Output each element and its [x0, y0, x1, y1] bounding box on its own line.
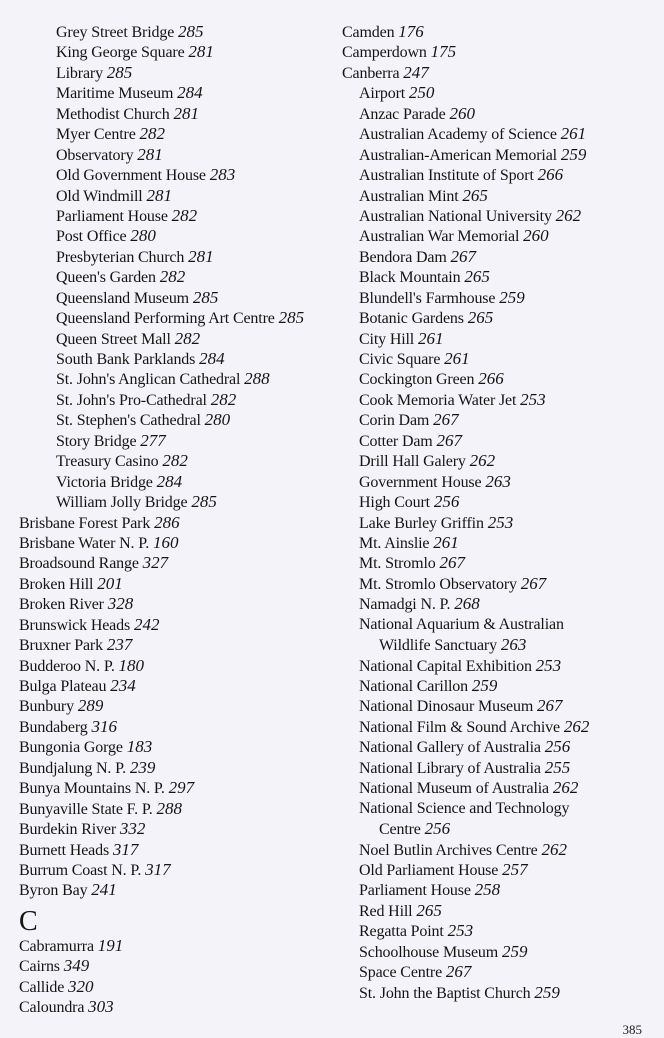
index-entry	[342, 737, 642, 757]
entry-page: 253	[487, 512, 514, 532]
entry-page: 265	[467, 308, 494, 328]
entry-term: Cotter Dam	[359, 432, 433, 450]
entry-page: 267	[439, 553, 465, 573]
entry-term: National Gallery of Australia	[359, 739, 541, 757]
entry-term: Broken River	[19, 596, 104, 614]
entry-term: Centre	[379, 821, 421, 839]
index-entry	[19, 369, 319, 389]
index-entry	[342, 962, 642, 982]
entry-term: King George Square	[56, 44, 185, 62]
index-entry	[19, 880, 319, 900]
entry-page: 284	[156, 471, 183, 491]
index-entry	[19, 226, 319, 246]
entry-page: 267	[436, 430, 462, 450]
entry-term: Grey Street Bridge	[56, 24, 175, 41]
entry-term: St. John the Baptist Church	[359, 984, 531, 1002]
entry-term: Parliament House	[56, 207, 168, 225]
entry-term: Australian Institute of Sport	[359, 167, 534, 185]
index-column-right	[342, 22, 642, 1003]
index-entry	[342, 819, 642, 839]
entry-page: 277	[140, 430, 166, 450]
entry-page: 266	[537, 165, 564, 185]
index-entry	[19, 267, 319, 287]
index-entry	[342, 574, 642, 594]
index-entry	[342, 758, 642, 778]
entry-term: Byron Bay	[19, 882, 88, 900]
index-entry	[342, 594, 642, 614]
index-entry	[342, 492, 642, 512]
index-entry	[19, 977, 319, 997]
entry-term: Anzac Parade	[359, 105, 446, 123]
index-entry	[342, 840, 642, 860]
entry-page: 288	[244, 369, 270, 389]
index-entry	[19, 656, 319, 676]
entry-page: 285	[278, 308, 305, 328]
entry-term: Cook Memoria Water Jet	[359, 391, 517, 409]
index-entry	[19, 431, 319, 451]
entry-page: 260	[523, 226, 549, 246]
index-entry	[19, 840, 319, 860]
entry-page: 259	[501, 941, 528, 961]
entry-page: 263	[485, 471, 511, 491]
index-entry	[342, 267, 642, 287]
index-entry	[342, 431, 642, 451]
index-entry	[342, 921, 642, 941]
entry-page: 282	[162, 451, 188, 471]
index-entry	[342, 901, 642, 921]
entry-term: Australian Academy of Science	[359, 126, 557, 144]
entry-term: Mt. Stromlo	[359, 555, 436, 573]
entry-term: Presbyterian Church	[56, 248, 185, 266]
entry-term: Noel Butlin Archives Centre	[359, 841, 538, 859]
entry-term: Methodist Church	[56, 105, 170, 123]
entry-term: Government House	[359, 473, 482, 491]
entry-term: Australian-American Memorial	[359, 146, 557, 164]
entry-page: 283	[209, 165, 236, 185]
entry-page: 256	[544, 737, 571, 757]
entry-term: National Dinosaur Museum	[359, 698, 534, 716]
entry-term: Bundaberg	[19, 718, 88, 736]
entry-page: 282	[159, 267, 186, 287]
entry-term: Brisbane Water N. P.	[19, 534, 150, 552]
entry-term: Bunyaville State F. P.	[19, 800, 153, 818]
entry-page: 284	[177, 83, 203, 103]
entry-term: Burrum Coast N. P.	[19, 861, 142, 879]
entry-page: 288	[156, 798, 183, 818]
entry-page: 247	[403, 62, 429, 82]
index-entry	[19, 42, 319, 62]
entry-page: 349	[63, 956, 90, 976]
entry-term: St. Stephen's Cathedral	[56, 412, 201, 430]
index-entry	[19, 329, 319, 349]
index-entry	[342, 104, 642, 124]
entry-term: Post Office	[56, 228, 127, 246]
entry-term: Red Hill	[359, 902, 413, 920]
entry-page: 234	[110, 676, 136, 695]
entry-page: 256	[424, 819, 451, 839]
index-entry	[342, 226, 642, 246]
index-entry	[342, 42, 642, 62]
section-letter: C	[19, 905, 38, 937]
index-entry	[342, 799, 642, 819]
entry-term: National Aquarium & Australian	[359, 615, 564, 633]
entry-term: Bunya Mountains N. P.	[19, 780, 165, 798]
entry-term: Lake Burley Griffin	[359, 514, 484, 532]
entry-term: St. John's Anglican Cathedral	[56, 371, 241, 389]
entry-page: 303	[88, 997, 114, 1017]
entry-page: 282	[139, 124, 166, 144]
entry-term: Burnett Heads	[19, 841, 110, 859]
entry-term: Bungonia Gorge	[19, 739, 123, 757]
entry-term: William Jolly Bridge	[56, 494, 188, 512]
index-entry	[342, 165, 642, 185]
entry-page: 282	[171, 205, 198, 225]
entry-page: 259	[499, 287, 525, 307]
entry-term: St. John's Pro-Cathedral	[56, 391, 207, 409]
entry-page: 262	[469, 451, 496, 471]
index-entry	[342, 369, 642, 389]
entry-page: 191	[97, 935, 124, 955]
entry-page: 328	[107, 594, 134, 614]
entry-page: 281	[137, 144, 163, 164]
index-entry	[19, 533, 319, 553]
entry-page: 175	[430, 42, 457, 62]
index-entry	[342, 247, 642, 267]
entry-term: Library	[56, 64, 103, 82]
entry-term: Canberra	[342, 64, 400, 82]
index-entry	[19, 513, 319, 533]
entry-page: 257	[502, 859, 528, 879]
index-entry	[342, 676, 642, 696]
entry-term: National Library of Australia	[359, 759, 541, 777]
entry-page: 250	[408, 83, 435, 103]
entry-term: Burdekin River	[19, 821, 116, 839]
entry-page: 239	[129, 757, 156, 777]
entry-page: 285	[178, 22, 204, 41]
index-entry	[19, 451, 319, 471]
entry-term: Mt. Ainslie	[359, 534, 430, 552]
entry-page: 160	[152, 532, 179, 552]
entry-page: 267	[433, 410, 459, 430]
index-entry	[342, 410, 642, 430]
index-entry	[19, 186, 319, 206]
entry-page: 262	[541, 839, 567, 859]
index-entry	[19, 936, 319, 956]
entry-term: Parliament House	[359, 882, 471, 900]
entry-term: National Film & Sound Archive	[359, 718, 560, 736]
entry-term: Black Mountain	[359, 269, 461, 287]
entry-term: Broken Hill	[19, 575, 94, 593]
entry-page: 327	[142, 553, 169, 573]
index-entry	[342, 983, 642, 1003]
entry-page: 183	[126, 737, 153, 757]
entry-page: 282	[174, 328, 201, 348]
entry-term: Treasury Casino	[56, 453, 159, 471]
entry-page: 255	[544, 757, 571, 777]
index-entry	[342, 329, 642, 349]
entry-page: 267	[445, 962, 472, 982]
index-entry	[19, 124, 319, 144]
entry-page: 176	[398, 22, 424, 41]
entry-page: 253	[447, 921, 474, 941]
entry-page: 242	[133, 614, 160, 634]
entry-page: 261	[417, 328, 444, 348]
index-entry	[19, 696, 319, 716]
entry-page: 332	[119, 819, 146, 839]
entry-term: Cabramurra	[19, 937, 94, 955]
entry-term: Bulga Plateau	[19, 678, 107, 695]
entry-page: 259	[471, 676, 498, 695]
entry-term: Namadgi N. P.	[359, 596, 451, 614]
index-entry	[342, 390, 642, 410]
entry-term: Wildlife Sanctuary	[379, 637, 497, 655]
index-entry	[19, 308, 319, 328]
entry-page: 281	[188, 246, 214, 266]
index-entry	[342, 513, 642, 533]
entry-page: 265	[462, 185, 488, 205]
entry-term: Old Parliament House	[359, 861, 499, 879]
entry-page: 259	[534, 982, 560, 1002]
entry-page: 201	[97, 573, 123, 593]
page-number: 385	[622, 1022, 642, 1037]
entry-page: 284	[199, 349, 225, 368]
entry-term: Regatta Point	[359, 923, 444, 941]
index-entry	[342, 206, 642, 226]
entry-term: City Hill	[359, 330, 415, 348]
index-entry	[342, 63, 642, 83]
entry-page: 256	[433, 492, 460, 512]
entry-term: Drill Hall Galery	[359, 453, 466, 471]
entry-page: 267	[450, 246, 477, 266]
entry-term: Brunswick Heads	[19, 616, 131, 634]
entry-page: 285	[191, 492, 217, 512]
entry-term: Bruxner Park	[19, 637, 103, 655]
entry-page: 286	[154, 512, 180, 532]
index-entry	[19, 390, 319, 410]
entry-term: Mt. Stromlo Observatory	[359, 575, 517, 593]
index-entry	[342, 635, 642, 655]
entry-page: 262	[552, 778, 579, 798]
index-entry	[342, 717, 642, 737]
entry-term: Queensland Museum	[56, 289, 189, 307]
entry-page: 261	[444, 349, 470, 368]
entry-term: Observatory	[56, 146, 134, 164]
entry-page: 267	[537, 696, 563, 716]
entry-term: Queen's Garden	[56, 269, 156, 287]
entry-page: 317	[145, 859, 171, 879]
index-entry	[19, 819, 319, 839]
index-entry	[342, 451, 642, 471]
index-entry	[19, 778, 319, 798]
index-entry	[19, 553, 319, 573]
index-column-left	[19, 22, 319, 1018]
index-entry	[19, 145, 319, 165]
entry-page: 297	[168, 778, 195, 798]
index-entry	[342, 656, 642, 676]
entry-term: High Court	[359, 494, 430, 512]
entry-page: 280	[130, 226, 156, 246]
entry-page: 317	[112, 839, 139, 859]
entry-term: Space Centre	[359, 964, 443, 982]
entry-term: Australian War Memorial	[359, 228, 520, 246]
entry-page: 267	[520, 573, 547, 593]
entry-page: 268	[454, 594, 480, 614]
index-entry	[342, 124, 642, 144]
entry-term: Cockington Green	[359, 371, 475, 389]
index-entry	[342, 778, 642, 798]
index-entry	[19, 247, 319, 267]
index-entry	[19, 206, 319, 226]
entry-term: Maritime Museum	[56, 85, 174, 103]
index-entry	[19, 349, 319, 369]
index-entry	[19, 22, 319, 42]
entry-page: 260	[449, 103, 475, 123]
index-entry	[342, 308, 642, 328]
entry-term: Botanic Gardens	[359, 310, 464, 328]
index-entry	[342, 615, 642, 635]
entry-term: Camperdown	[342, 44, 427, 62]
entry-term: Queensland Performing Art Centre	[56, 310, 275, 328]
entry-term: Australian Mint	[359, 187, 459, 205]
entry-term: Cairns	[19, 958, 60, 976]
index-entry	[342, 186, 642, 206]
index-entry	[19, 165, 319, 185]
index-entry	[19, 717, 319, 737]
entry-page: 262	[563, 716, 590, 736]
index-entry	[19, 997, 319, 1017]
entry-term: Brisbane Forest Park	[19, 514, 151, 532]
entry-page: 320	[68, 976, 94, 996]
index-entry	[19, 472, 319, 492]
entry-page: 253	[520, 389, 546, 409]
index-entry	[19, 615, 319, 635]
index-entry	[19, 410, 319, 430]
entry-page: 281	[188, 42, 214, 62]
entry-term: National Capital Exhibition	[359, 657, 532, 675]
index-entry	[342, 553, 642, 573]
entry-page: 237	[106, 635, 133, 655]
index-entry	[19, 956, 319, 976]
entry-page: 262	[555, 205, 582, 225]
entry-page: 289	[77, 696, 104, 716]
entry-page: 281	[146, 185, 172, 205]
entry-page: 261	[560, 124, 587, 144]
entry-term: Old Windmill	[56, 187, 143, 205]
index-entry	[19, 676, 319, 696]
entry-term: Caloundra	[19, 999, 85, 1017]
entry-page: 265	[416, 900, 442, 920]
entry-term: Bundjalung N. P.	[19, 759, 126, 777]
index-entry	[19, 492, 319, 512]
index-entry	[19, 104, 319, 124]
index-entry	[19, 758, 319, 778]
index-entry	[342, 880, 642, 900]
index-entry	[342, 145, 642, 165]
index-entry	[19, 63, 319, 83]
entry-term: National Science and Technology	[359, 799, 570, 817]
entry-term: Victoria Bridge	[56, 473, 153, 491]
entry-term: Story Bridge	[56, 432, 137, 450]
entry-term: Queen Street Mall	[56, 330, 171, 348]
entry-term: South Bank Parklands	[56, 351, 196, 368]
entry-term: Schoolhouse Museum	[359, 943, 499, 961]
entry-term: Corin Dam	[359, 412, 430, 430]
entry-term: National Carillon	[359, 678, 468, 695]
index-entry	[19, 799, 319, 819]
index-entry	[19, 574, 319, 594]
index-entry	[342, 288, 642, 308]
index-entry	[342, 942, 642, 962]
entry-term: Bunbury	[19, 698, 74, 716]
entry-page: 285	[106, 62, 133, 82]
index-entry	[19, 288, 319, 308]
entry-page: 258	[474, 880, 501, 900]
entry-term: Airport	[359, 85, 406, 103]
entry-term: Bendora Dam	[359, 248, 447, 266]
entry-term: Old Government House	[56, 167, 206, 185]
entry-page: 280	[204, 410, 231, 430]
entry-page: 265	[464, 267, 490, 287]
entry-page: 253	[535, 655, 562, 675]
entry-page: 266	[478, 369, 504, 389]
index-entry	[342, 533, 642, 553]
index-entry	[19, 83, 319, 103]
index-entry	[342, 696, 642, 716]
entry-page: 285	[192, 287, 219, 307]
entry-page: 180	[118, 655, 145, 675]
entry-page: 241	[91, 880, 117, 900]
entry-term: Myer Centre	[56, 126, 136, 144]
index-entry	[19, 635, 319, 655]
entry-term: Blundell's Farmhouse	[359, 289, 496, 307]
entry-term: National Museum of Australia	[359, 780, 549, 798]
entry-page: 259	[560, 144, 587, 164]
entry-page: 263	[500, 635, 527, 655]
index-entry	[19, 594, 319, 614]
entry-page: 282	[210, 389, 237, 409]
entry-term: Civic Square	[359, 351, 441, 368]
index-entry	[342, 22, 642, 42]
index-entry	[342, 472, 642, 492]
index-entry	[342, 349, 642, 369]
entry-term: Broadsound Range	[19, 555, 139, 573]
entry-page: 261	[433, 532, 459, 552]
entry-term: Camden	[342, 24, 395, 41]
index-entry	[19, 737, 319, 757]
index-entry	[342, 860, 642, 880]
entry-term: Budderoo N. P.	[19, 657, 115, 675]
index-entry	[342, 83, 642, 103]
index-entry	[19, 860, 319, 880]
entry-page: 281	[173, 103, 199, 123]
entry-page: 316	[91, 716, 117, 736]
entry-term: Australian National University	[359, 207, 552, 225]
entry-term: Callide	[19, 978, 65, 996]
